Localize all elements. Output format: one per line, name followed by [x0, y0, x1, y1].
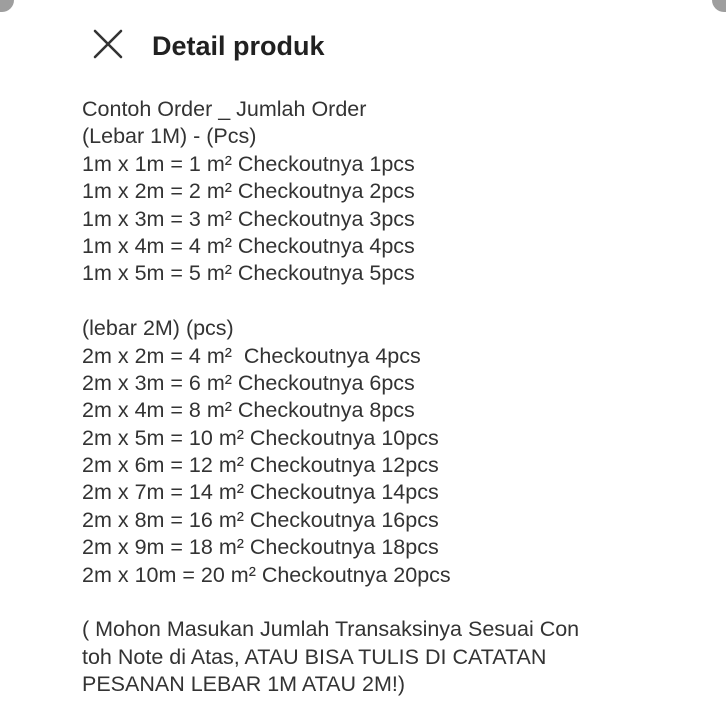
description-line: 2m x 2m = 4 m² Checkoutnya 4pcs — [82, 343, 421, 368]
description-line: 1m x 4m = 4 m² Checkoutnya 4pcs — [82, 233, 415, 258]
description-line: 2m x 9m = 18 m² Checkoutnya 18pcs — [82, 535, 439, 560]
description-line: 1m x 1m = 1 m² Checkoutnya 1pcs — [82, 151, 415, 176]
note-line: ( Mohon Masukan Jumlah Transaksinya Sesuai Con — [82, 617, 580, 642]
order-example-width-1m — [82, 96, 692, 288]
order-example-width-2m — [82, 315, 692, 589]
page-title: Detail produk — [152, 31, 325, 61]
spacer — [82, 589, 692, 616]
description-line: (Lebar 1M) - (Pcs) — [82, 124, 257, 149]
product-description — [82, 96, 692, 699]
description-line: (lebar 2M) (pcs) — [82, 316, 234, 341]
note-line: toh Note di Atas, ATAU BISA TULIS DI CATATAN — [82, 644, 547, 669]
description-line: 1m x 5m = 5 m² Checkoutnya 5pcs — [82, 261, 415, 286]
description-line: 2m x 6m = 12 m² Checkoutnya 12pcs — [82, 453, 439, 478]
description-line: 2m x 8m = 16 m² Checkoutnya 16pcs — [82, 507, 439, 532]
description-line: 2m x 3m = 6 m² Checkoutnya 6pcs — [82, 370, 415, 395]
order-note — [82, 616, 692, 698]
description-line: 2m x 7m = 14 m² Checkoutnya 14pcs — [82, 480, 439, 505]
close-icon — [88, 24, 128, 64]
note-line: PESANAN LEBAR 1M ATAU 2M!) — [82, 672, 405, 697]
description-line: 2m x 4m = 8 m² Checkoutnya 8pcs — [82, 398, 415, 423]
spacer — [82, 288, 692, 315]
description-line: 2m x 10m = 20 m² Checkoutnya 20pcs — [82, 562, 451, 587]
sheet-header — [0, 0, 726, 86]
close-button[interactable] — [88, 24, 128, 64]
description-line: 1m x 3m = 3 m² Checkoutnya 3pcs — [82, 206, 415, 231]
description-line: Contoh Order _ Jumlah Order — [82, 97, 367, 121]
description-line: 2m x 5m = 10 m² Checkoutnya 10pcs — [82, 425, 439, 450]
description-line: 1m x 2m = 2 m² Checkoutnya 2pcs — [82, 179, 415, 204]
